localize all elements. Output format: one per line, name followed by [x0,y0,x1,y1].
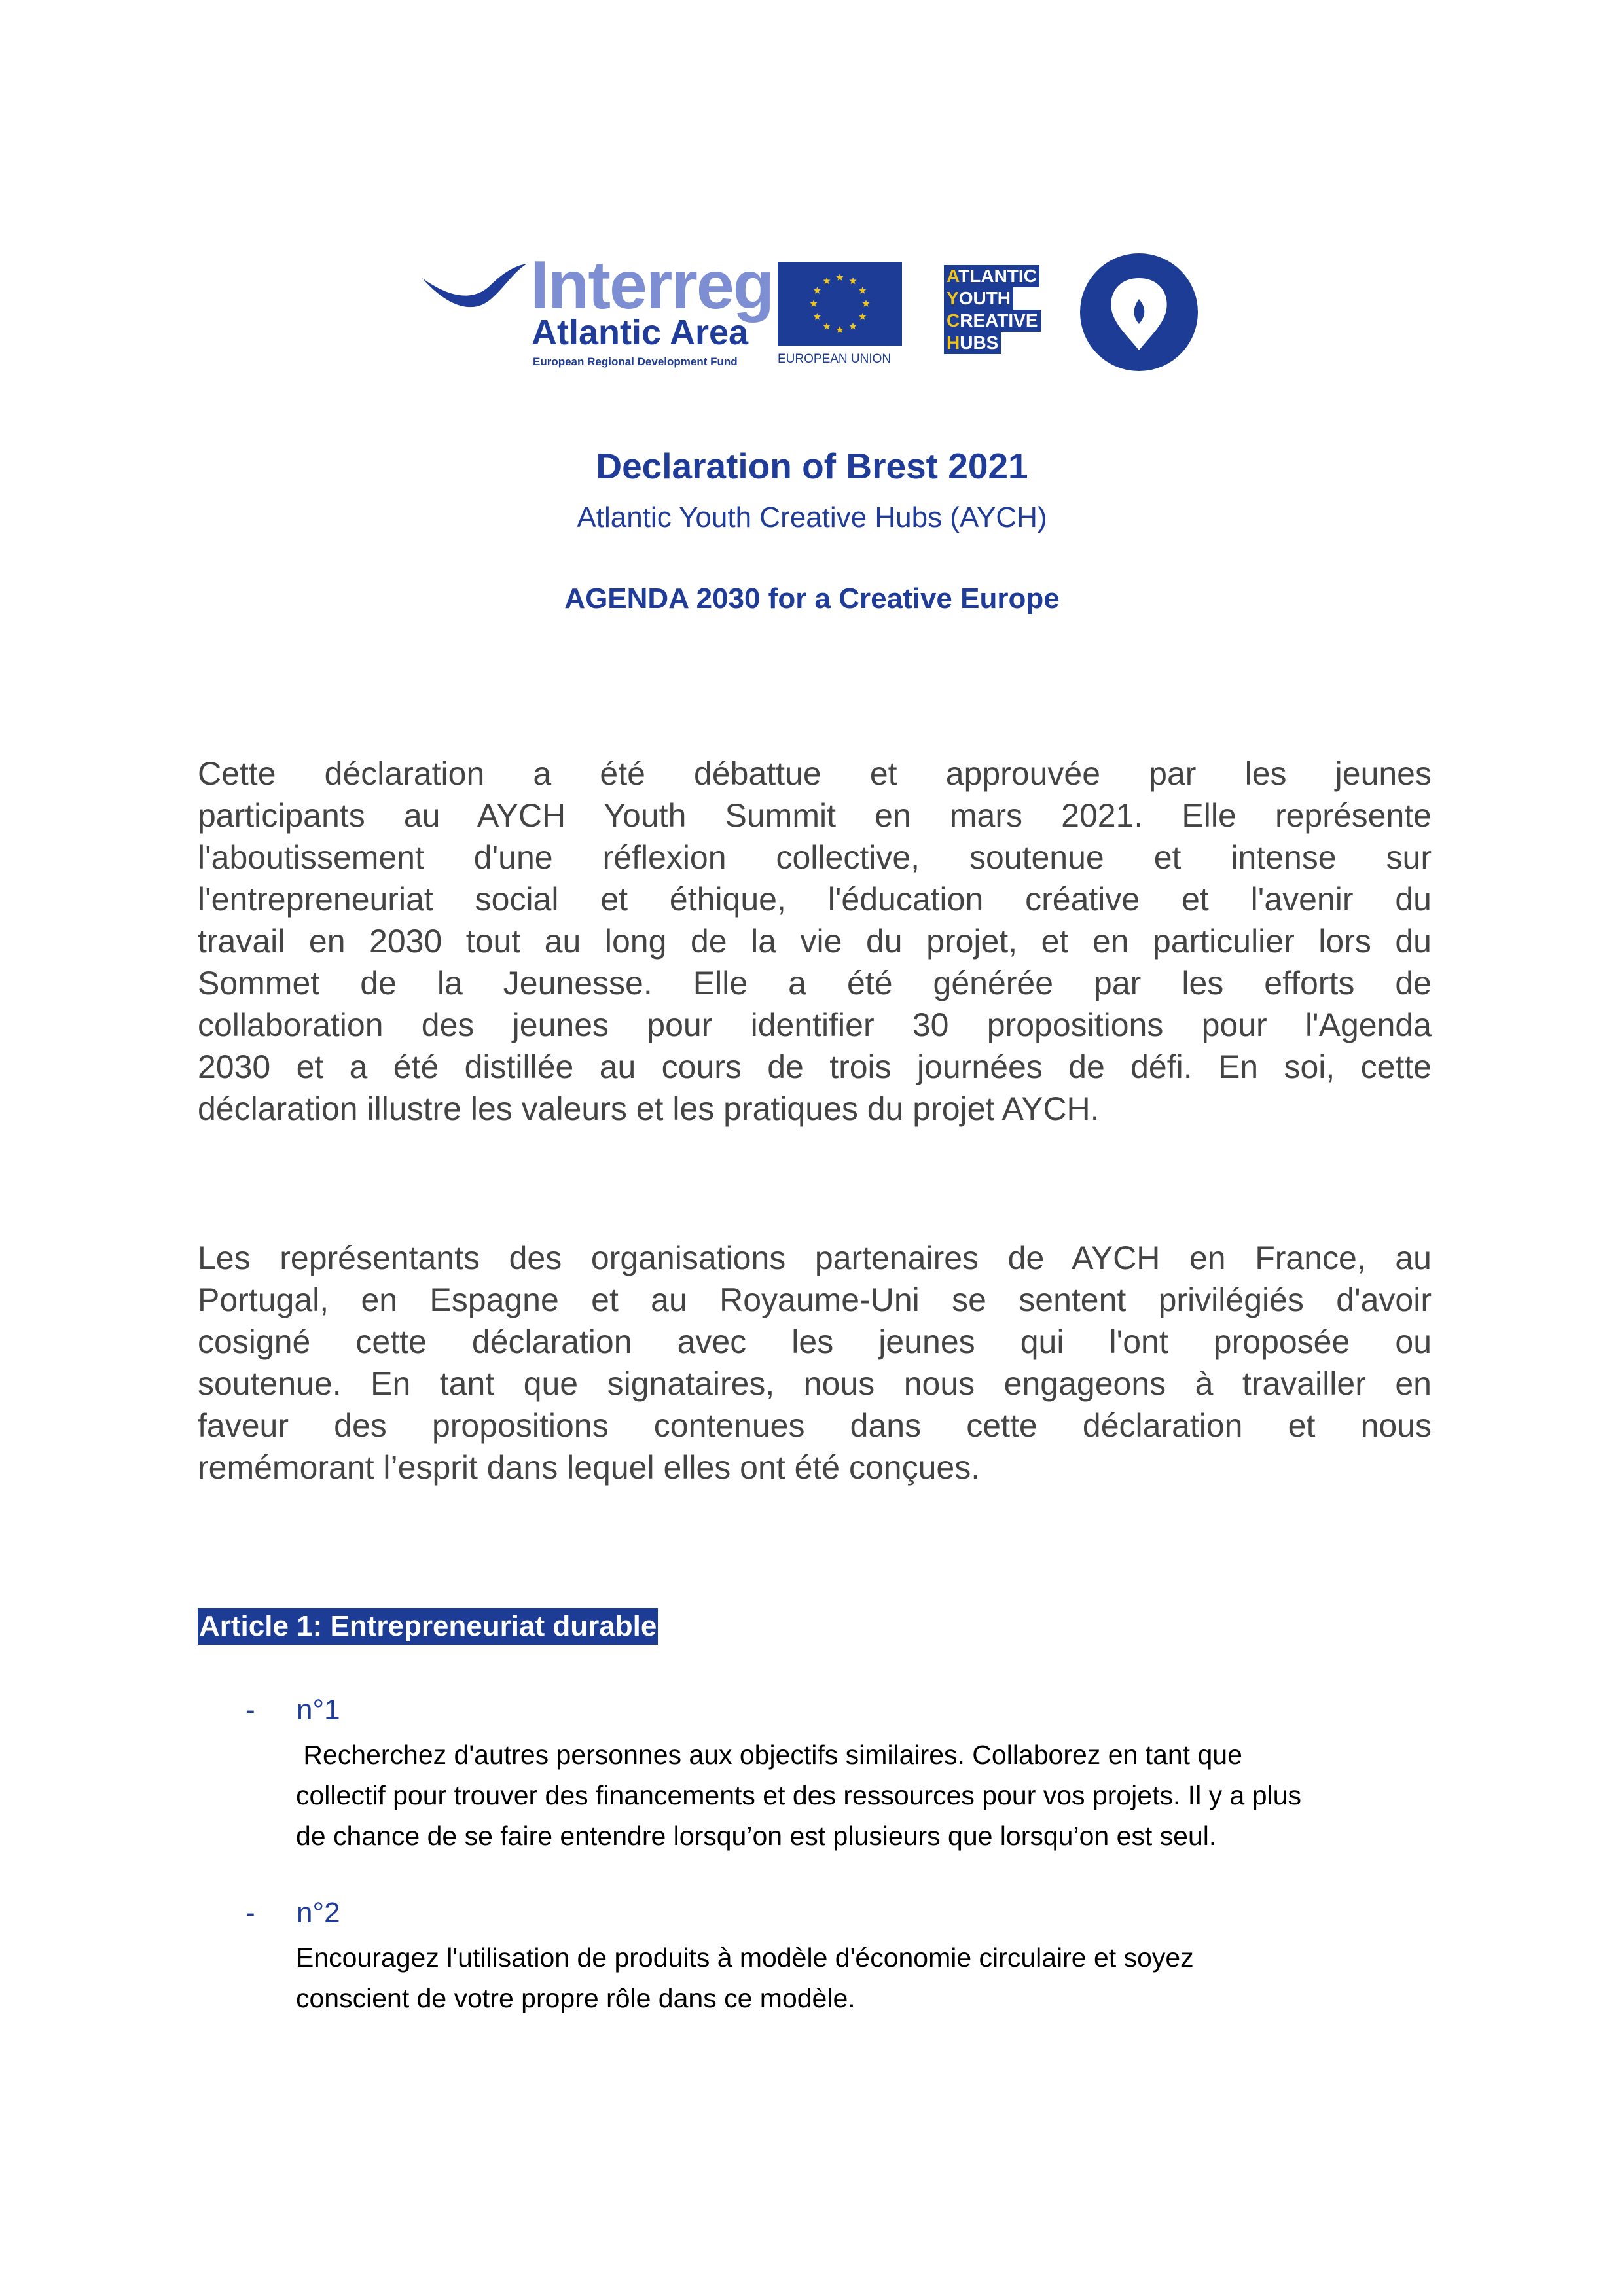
aych-logo-line: YOUTH [944,287,1013,310]
location-pin-icon [1079,252,1200,373]
agenda-heading: AGENDA 2030 for a Creative Europe [564,583,1060,615]
interreg-swoosh-icon [419,259,530,317]
list-dash: - [245,1694,255,1726]
proposal-number [245,1897,340,1929]
eu-star [814,287,821,294]
eu-star [859,287,866,294]
paragraph-line: Portugal, en Espagne et au Royaume-Uni se sentent privilégiés d'avoir [198,1282,1432,1318]
paragraph-line: 2030 et a été distillée au cours de trois journées de défi. En soi, cette [198,1049,1432,1085]
proposal-label: n°1 [297,1694,340,1726]
intro-paragraph [198,753,1432,1130]
proposal-text [296,1937,1441,2018]
paragraph-line: Cette déclaration a été débattue et approuvée par les jeunes [198,755,1432,792]
eu-star [836,326,843,333]
eu-logo [778,262,905,380]
document-subtitle: Atlantic Youth Creative Hubs (AYCH) [577,501,1047,533]
eu-star [859,313,866,320]
paragraph-line: déclaration illustre les valeurs et les pratiques du projet AYCH. [198,1090,1100,1127]
eu-star [810,300,817,307]
proposal-line: conscient de votre propre rôle dans ce modèle. [296,1983,856,2013]
paragraph-line: cosigné cette déclaration avec les jeunes qui l'ont proposée ou [198,1323,1432,1360]
paragraph-line: participants au AYCH Youth Summit en mars 2021. Elle représente [198,797,1432,834]
proposal-line: Recherchez d'autres personnes aux objectifs similaires. Collaborez en tant que [296,1740,1242,1770]
partner-logos [419,247,1218,383]
list-dash: - [245,1897,255,1929]
document-title: Declaration of Brest 2021 [596,446,1028,486]
interreg-logo [419,247,774,376]
aych-logo [944,265,1062,357]
eu-star [836,274,843,281]
article-heading: Article 1: Entrepreneuriat durable [198,1608,658,1645]
eu-flag [778,262,902,346]
eu-star [849,277,856,284]
paragraph-line: l'entrepreneuriat social et éthique, l'éducation créative et l'avenir du [198,881,1432,918]
aych-logo-line: CREATIVE [944,310,1041,332]
paragraph-line: collaboration des jeunes pour identifier 30 propositions pour l'Agenda [198,1007,1432,1043]
signatories-paragraph [198,1237,1432,1488]
eu-star [862,300,869,307]
aych-logo-line: HUBS [944,332,1001,354]
paragraph-line: Sommet de la Jeunesse. Elle a été générée par les efforts de [198,965,1432,1001]
eu-star [823,277,830,284]
interreg-fund-label: European Regional Development Fund [533,355,738,368]
proposal-line: collectif pour trouver des financements et des ressources pour vos projets. Il y a plus [296,1780,1301,1810]
paragraph-line: travail en 2030 tout au long de la vie du projet, et en particulier lors du [198,923,1432,960]
aych-logo-line: ATLANTIC [944,265,1039,287]
paragraph-line: Les représentants des organisations partenaires de AYCH en France, au [198,1240,1432,1276]
eu-star [814,313,821,320]
paragraph-line: faveur des propositions contenues dans cette déclaration et nous [198,1407,1432,1444]
proposal-line: Encouragez l'utilisation de produits à modèle d'économie circulaire et soyez [296,1943,1194,1973]
proposal-line: de chance de se faire entendre lorsqu’on est plusieurs que lorsqu’on est seul. [296,1821,1217,1851]
eu-caption: EUROPEAN UNION [778,352,892,366]
eu-star [823,323,830,330]
proposal-text [296,1734,1441,1856]
eu-stars-icon [778,262,902,346]
interreg-wordmark: Interreg [530,247,774,323]
proposal-label: n°2 [297,1897,340,1929]
eu-star [849,323,856,330]
paragraph-line: soutenue. En tant que signataires, nous nous engageons à travailler en [198,1365,1432,1402]
proposal-number [245,1694,340,1727]
interreg-area-label: Atlantic Area [532,313,749,352]
paragraph-line: l'aboutissement d'une réflexion collective, soutenue et intense sur [198,839,1432,876]
paragraph-line: remémorant l’esprit dans lequel elles ont été conçues. [198,1449,981,1486]
